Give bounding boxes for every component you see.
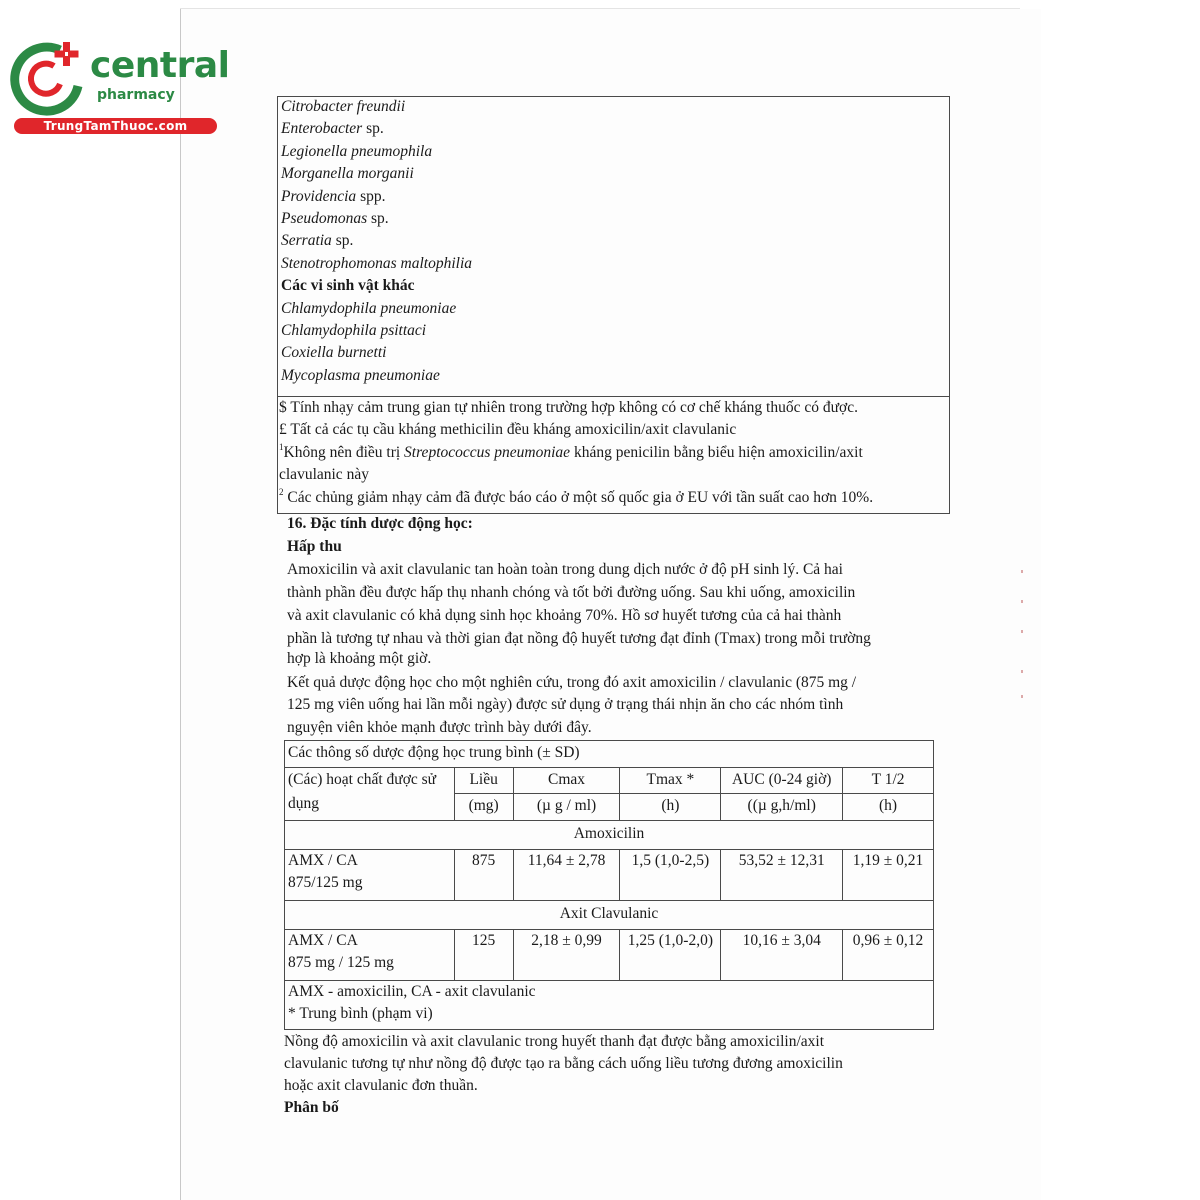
scan-artifacts	[1018, 570, 1028, 710]
list-item: Stenotrophomonas maltophilia	[281, 254, 473, 272]
section-heading: 16. Đặc tính dược động học:	[287, 515, 473, 532]
footnote-2: $^2$ Các chủng giảm nhạy cảm đã được báo cáo ở một số quốc gia ở EU với tần suất cao hơn 10%.	[279, 486, 874, 506]
list-item: Coxiella burnetti	[281, 344, 387, 362]
cell-substance: AMX / CA 875/125 mg	[285, 850, 455, 901]
unit-auc: ((µ g,h/ml)	[721, 794, 843, 821]
footnote-1: $^1$Không nên điều trị Streptococcus pneumoniae kháng penicilin bằng biểu hiện amoxicilin/axit	[279, 441, 863, 461]
table-title: Các thông số dược động học trung bình (± SD)	[285, 741, 934, 768]
pharmacy-cross-logo-icon	[8, 36, 88, 116]
paragraph-line: và axit clavulanic có khả dụng sinh học khoảng 70%. Hồ sơ huyết tương của cả hai thành	[287, 607, 842, 624]
page-left-edge	[180, 8, 181, 1200]
table-title-row	[285, 741, 934, 768]
header-dose: Liều	[454, 768, 513, 794]
header-cmax: Cmax	[513, 768, 620, 794]
logo-brand-text: central	[90, 45, 230, 86]
logo-website-banner: TrungTamThuoc.com	[14, 118, 217, 134]
list-item: Pseudomonas sp.	[281, 209, 389, 227]
list-item: Providencia spp.	[281, 187, 386, 205]
section-clavulanic: Axit Clavulanic	[285, 901, 934, 930]
table-row	[285, 930, 934, 981]
footnotes	[279, 397, 947, 509]
list-item: Serratia sp.	[281, 232, 354, 250]
cell-cmax: 11,64 ± 2,78	[513, 850, 620, 901]
unit-tmax: (h)	[620, 794, 721, 821]
paragraph-line: phần là tương tự nhau và thời gian đạt nồng độ huyết tương đạt đỉnh (Tmax) trong mỗi trường	[287, 630, 871, 647]
table-footer-row	[285, 981, 934, 1030]
table-header-row	[285, 768, 934, 794]
page-top-edge	[180, 8, 1020, 9]
footnote-dollar: $ Tính nhạy cảm trung gian tự nhiên trong trường hợp không có cơ chế kháng thuốc có được.	[279, 399, 858, 416]
paragraph-line: Amoxicilin và axit clavulanic tan hoàn toàn trong dung dịch nước ở độ pH sinh lý. Cả hai	[287, 561, 843, 578]
paragraph-line: clavulanic tương tự như nồng độ được tạo ra bằng cách uống liều tương đương amoxicilin	[284, 1055, 843, 1072]
subheading-distribution: Phân bố	[284, 1099, 339, 1116]
paragraph-line: thành phần đều được hấp thụ nhanh chóng và tốt bởi đường uống. Sau khi uống, amoxicilin	[287, 584, 856, 601]
table-row	[285, 850, 934, 901]
cell-t-half: 0,96 ± 0,12	[843, 930, 934, 981]
list-item: Chlamydophila psittaci	[281, 321, 427, 339]
cell-dose: 125	[454, 930, 513, 981]
cell-tmax: 1,25 (1,0-2,0)	[620, 930, 721, 981]
list-item: Morganella morganii	[281, 165, 414, 183]
table-section-row	[285, 821, 934, 850]
subheading-absorption: Hấp thu	[287, 538, 342, 555]
header-substance: (Các) hoạt chất được sử dụng	[285, 768, 455, 821]
paragraph-line: hoặc axit clavulanic đơn thuần.	[284, 1077, 478, 1094]
pharmacokinetics-table	[284, 740, 934, 1030]
logo-subtitle: pharmacy	[97, 87, 175, 103]
unit-dose: (mg)	[454, 794, 513, 821]
section-amoxicilin: Amoxicilin	[285, 821, 934, 850]
list-item: Legionella pneumophila	[281, 142, 433, 160]
organism-list	[281, 96, 472, 387]
unit-t-half: (h)	[843, 794, 934, 821]
central-pharmacy-logo	[8, 36, 230, 136]
table-section-row	[285, 901, 934, 930]
cell-t-half: 1,19 ± 0,21	[843, 850, 934, 901]
paragraph-line: Kết quả dược động học cho một nghiên cứu, trong đó axit amoxicilin / clavulanic (875 mg /	[287, 674, 857, 691]
paragraph-line: nguyện viên khỏe mạnh được trình bày dưới đây.	[287, 719, 592, 736]
cell-dose: 875	[454, 850, 513, 901]
footnote-1-continued: clavulanic này	[279, 466, 369, 484]
cell-auc: 10,16 ± 3,04	[721, 930, 843, 981]
cell-auc: 53,52 ± 12,31	[721, 850, 843, 901]
header-auc: AUC (0-24 giờ)	[721, 768, 843, 794]
paragraph-line: 125 mg viên uống hai lần mỗi ngày) được sử dụng ở trạng thái nhịn ăn cho các nhóm tình	[287, 696, 844, 713]
other-organisms-heading: Các vi sinh vật khác	[281, 277, 415, 295]
header-tmax: Tmax *	[620, 768, 721, 794]
paragraph-line: hợp là khoảng một giờ.	[287, 650, 432, 667]
list-item: Citrobacter freundii	[281, 98, 406, 115]
cell-tmax: 1,5 (1,0-2,5)	[620, 850, 721, 901]
paragraph-line: Nồng độ amoxicilin và axit clavulanic trong huyết thanh đạt được bằng amoxicilin/axit	[284, 1033, 825, 1050]
cell-substance: AMX / CA 875 mg / 125 mg	[285, 930, 455, 981]
list-item: Mycoplasma pneumoniae	[281, 366, 440, 384]
header-t-half: T 1/2	[843, 768, 934, 794]
list-item: Chlamydophila pneumoniae	[281, 299, 457, 317]
list-item: Enterobacter sp.	[281, 120, 384, 138]
footnote-pound: £ Tất cả các tụ cầu kháng methicilin đều kháng amoxicilin/axit clavulanic	[279, 421, 737, 439]
table-footer: AMX - amoxicilin, CA - axit clavulanic * Trung bình (phạm vi)	[285, 981, 934, 1030]
unit-cmax: (µ g / ml)	[513, 794, 620, 821]
cell-cmax: 2,18 ± 0,99	[513, 930, 620, 981]
